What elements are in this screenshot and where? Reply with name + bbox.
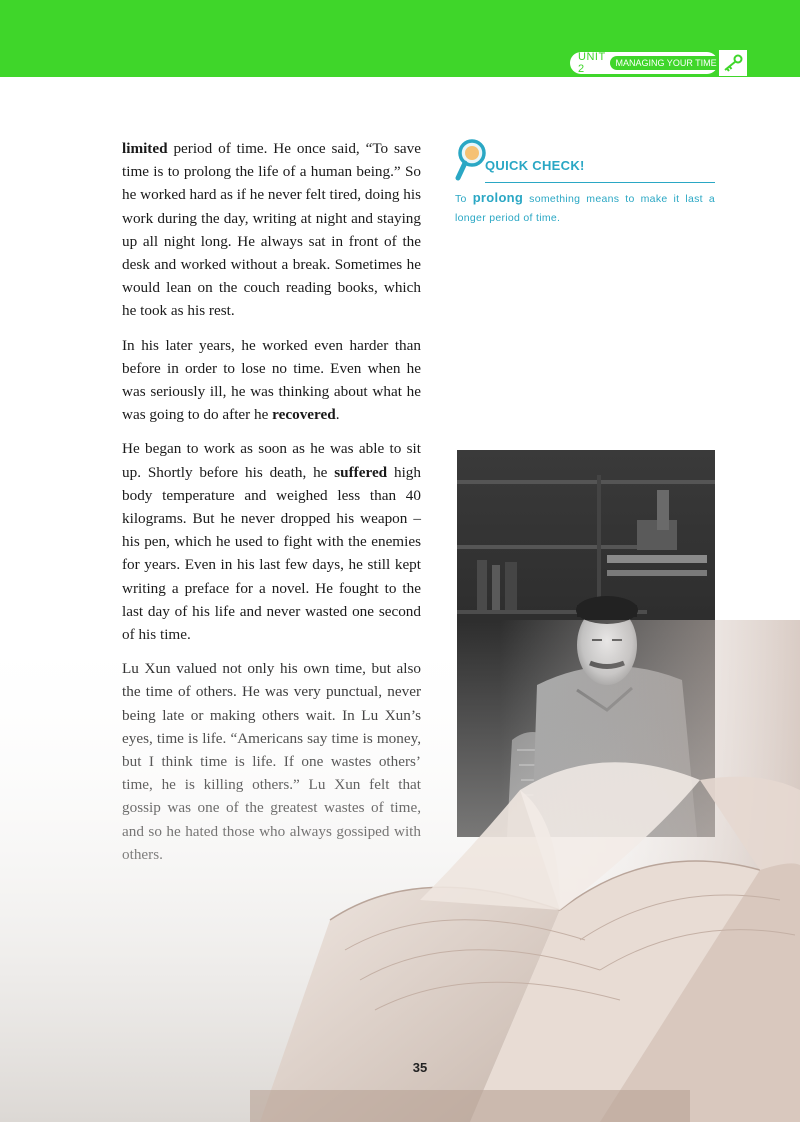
quick-check-text-b: something means to make it last a longer period of time. — [455, 193, 715, 224]
paragraph-2 — [122, 334, 421, 427]
unit-label: UNIT 2 — [578, 51, 606, 75]
quick-check-text — [455, 188, 715, 228]
paragraph-3-text: He began to work as soon as he was able to sit up. Shortly before his death, he — [122, 440, 421, 481]
magnifier-icon — [455, 138, 489, 182]
paragraph-3 — [122, 437, 421, 646]
unit-badge — [570, 52, 718, 74]
header-bar — [0, 0, 800, 77]
paragraph-1-text: period of time. He once said, “To save time is to prolong the life of a human being.” So he worked hard as if he never felt tired, doing his work during the day, writing at night and staying up all night long. He always sat in front of the desk and worked without a break. Sometimes he would lean on the couch reading books, which he took as his rest. — [122, 140, 422, 320]
page-number: 35 — [412, 1060, 428, 1075]
quick-check-word: prolong — [472, 190, 524, 205]
vocab-recovered: recovered — [272, 406, 336, 424]
paragraph-2-text: In his later years, he worked even harder than before in order to lose no time. Even when he was seriously ill, he was thinking about what he was going to do after he — [122, 336, 421, 424]
vocab-limited: limited — [122, 140, 168, 157]
divider — [485, 182, 715, 183]
open-book-illustration — [0, 620, 800, 1122]
paragraph-3-end: high body temperature and weighed less than 40 kilograms. But he never dropped his weapon – his pen, which he used to fight with the enemies for years. Even in his last few days, he still kept writing a preface for a novel. He fought to the last day of his life and never wasted one second — [122, 463, 421, 620]
vocab-suffered: suffered — [334, 463, 388, 481]
quick-check-title: QUICK CHECK! — [485, 158, 585, 173]
paragraph-1 — [122, 137, 421, 323]
paragraph-2-end: . — [335, 406, 340, 424]
quick-check-text-a: To — [455, 193, 473, 205]
unit-title: MANAGING YOUR TIME — [610, 56, 721, 70]
key-icon — [718, 49, 748, 77]
